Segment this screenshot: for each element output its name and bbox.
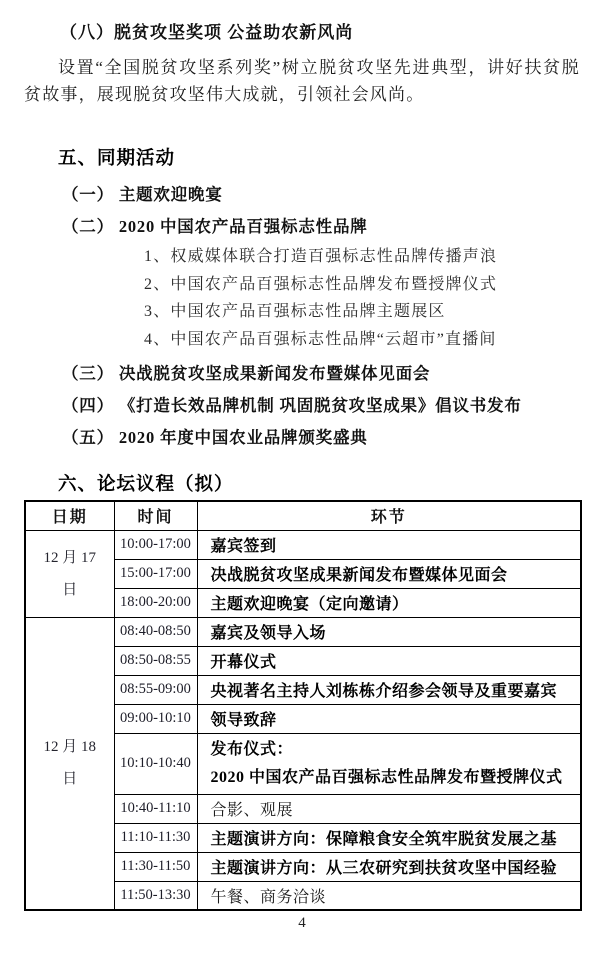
section5-heading: 五、同期活动 — [58, 147, 176, 168]
section6-heading: 六、论坛议程（拟） — [58, 473, 234, 494]
header-row — [25, 501, 581, 530]
time-cell: 11:10-11:30 — [114, 823, 197, 852]
table-row — [25, 617, 581, 646]
sub-item: 3、中国农产品百强标志性品牌主题展区 — [144, 303, 446, 320]
time-cell: 08:55-09:00 — [114, 675, 197, 704]
activity-cell: 嘉宾及领导入场 — [197, 617, 581, 646]
sub-item: 4、中国农产品百强标志性品牌“云超市”直播间 — [144, 330, 497, 348]
activity-cell: 开幕仪式 — [197, 646, 581, 675]
page-number: 4 — [298, 915, 306, 931]
column-header-date: 日期 — [25, 501, 114, 530]
section5-item-4: （四） 《打造长效品牌机制 巩固脱贫攻坚成果》倡议书发布 — [62, 396, 522, 415]
agenda-table-body — [25, 530, 581, 910]
table-row — [25, 530, 581, 559]
time-cell: 08:40-08:50 — [114, 617, 197, 646]
activity-cell: 决战脱贫攻坚成果新闻发布暨媒体见面会 — [197, 559, 581, 588]
date-cell — [25, 530, 114, 617]
time-cell: 18:00-20:00 — [114, 588, 197, 617]
sub-item: 2、中国农产品百强标志性品牌发布暨授牌仪式 — [144, 275, 498, 293]
section8-paragraph: 设置“全国脱贫攻坚系列奖”树立脱贫攻坚先进典型，讲好扶贫脱贫故事，展现脱贫攻坚伟大成就，引领社会风尚。 — [24, 58, 580, 104]
date-cell — [25, 617, 114, 910]
time-cell: 11:50-13:30 — [114, 881, 197, 910]
activity-cell — [197, 733, 581, 794]
activity-cell: 合影、观展 — [197, 794, 581, 823]
section8-heading: （八）脱贫攻坚奖项 公益助农新风尚 — [60, 23, 354, 42]
section5-item-3: （三） 决战脱贫攻坚成果新闻发布暨媒体见面会 — [62, 364, 431, 383]
time-cell: 08:50-08:55 — [114, 646, 197, 675]
date-line-2: 日 — [62, 581, 78, 598]
section5-item2-sublist — [144, 243, 580, 353]
section5-item-5: （五） 2020 年度中国农业品牌颁奖盛典 — [62, 428, 368, 447]
activity-cell: 央视著名主持人刘栋栋介绍参会领导及重要嘉宾 — [197, 675, 581, 704]
activity-cell: 主题演讲方向：保障粮食安全筑牢脱贫发展之基 — [197, 823, 581, 852]
time-cell: 10:10-10:40 — [114, 733, 197, 794]
sub-item: 1、权威媒体联合打造百强标志性品牌传播声浪 — [144, 248, 498, 265]
column-header-activity: 环节 — [197, 501, 581, 530]
date-line-1: 12 月 17 — [43, 549, 96, 566]
time-cell: 11:30-11:50 — [114, 852, 197, 881]
activity-cell: 主题欢迎晚宴（定向邀请） — [197, 588, 581, 617]
date-line-2: 日 — [62, 771, 78, 788]
activity-line: 2020 中国农产品百强标志性品牌发布暨授牌仪式 — [210, 768, 563, 786]
document-page — [0, 18, 606, 963]
column-header-time: 时间 — [114, 501, 197, 530]
section5-item-1: （一） 主题欢迎晚宴 — [62, 185, 223, 204]
time-cell: 15:00-17:00 — [114, 559, 197, 588]
activity-line: 发布仪式： — [210, 740, 294, 758]
activity-cell: 主题演讲方向：从三农研究到扶贫攻坚中国经验 — [197, 852, 581, 881]
date-line-1: 12 月 18 — [43, 739, 96, 756]
section5-item-2: （二） 2020 中国农产品百强标志性品牌 — [62, 217, 368, 236]
activity-cell: 午餐、商务洽谈 — [197, 881, 581, 910]
time-cell: 10:00-17:00 — [114, 530, 197, 559]
activity-cell: 领导致辞 — [197, 704, 581, 733]
time-cell: 10:40-11:10 — [114, 794, 197, 823]
agenda-table — [24, 500, 582, 911]
activity-cell: 嘉宾签到 — [197, 530, 581, 559]
agenda-table-header — [25, 501, 581, 530]
time-cell: 09:00-10:10 — [114, 704, 197, 733]
